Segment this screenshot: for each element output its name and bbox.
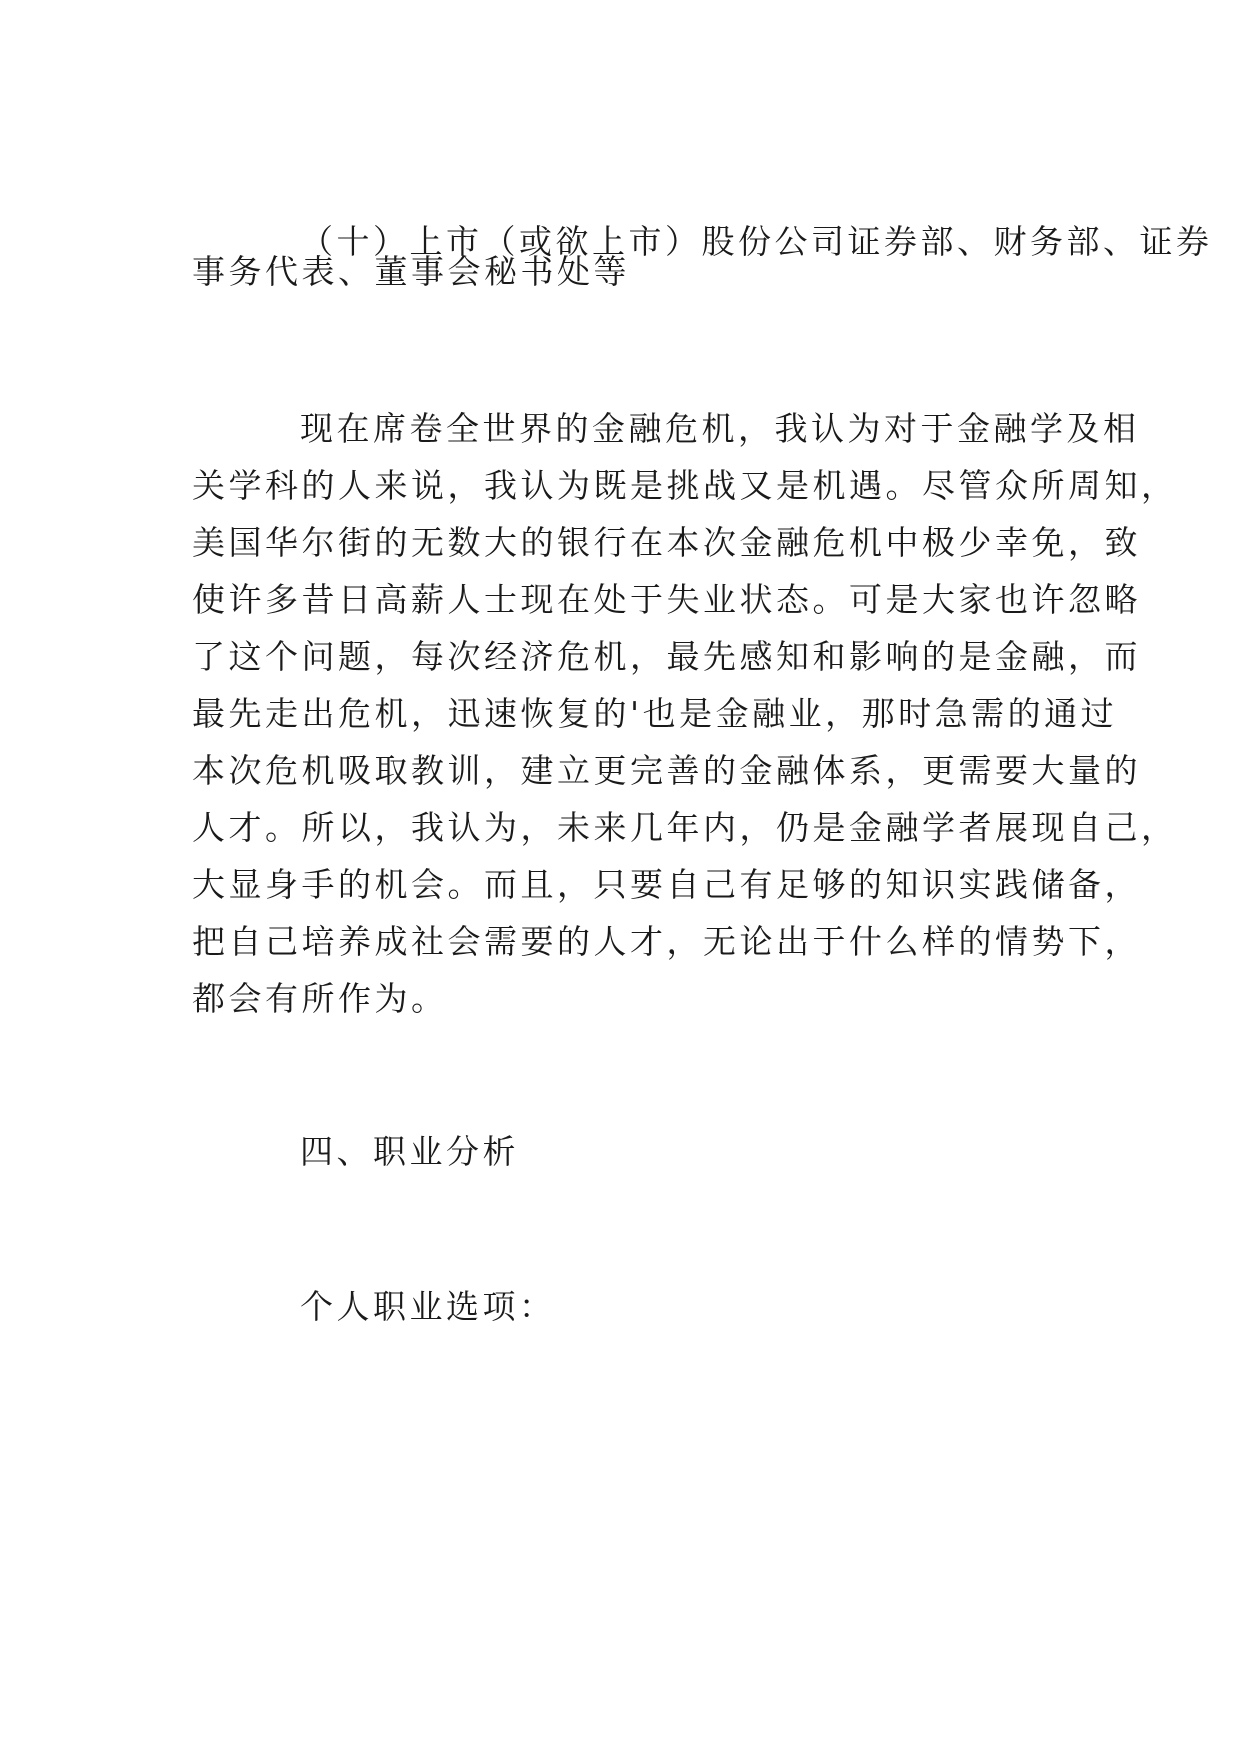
section-ten-heading-line-2: 事务代表、董事会秘书处等 (192, 252, 630, 291)
personal-options-label: 个人职业选项： (300, 1287, 556, 1326)
paragraph-line: 使许多昔日高薪人士现在处于失业状态。可是大家也许忽略 (192, 580, 1141, 619)
paragraph-line: 大显身手的机会。而且，只要自己有足够的知识实践储备， (192, 865, 1141, 904)
paragraph-line: 关学科的人来说，我认为既是挑战又是机遇。尽管众所周知， (192, 466, 1178, 505)
section-ten-heading-line-1: （十）上市（或欲上市）股份公司证券部、财务部、证券 (300, 222, 1213, 261)
paragraph-line: 本次危机吸取教训，建立更完善的金融体系，更需要大量的 (192, 751, 1141, 790)
paragraph-line: 人才。所以，我认为，未来几年内，仍是金融学者展现自己， (192, 808, 1178, 847)
paragraph-line: 把自己培养成社会需要的人才，无论出于什么样的情势下， (192, 922, 1141, 961)
paragraph-line: 现在席卷全世界的金融危机，我认为对于金融学及相 (300, 409, 1140, 448)
paragraph-line: 了这个问题，每次经济危机，最先感知和影响的是金融，而 (192, 637, 1141, 676)
paragraph-line: 最先走出危机，迅速恢复的'也是金融业，那时急需的通过 (192, 694, 1118, 733)
paragraph-line: 都会有所作为。 (192, 979, 448, 1018)
paragraph-line: 美国华尔街的无数大的银行在本次金融危机中极少幸免，致 (192, 523, 1141, 562)
section-four-heading: 四、职业分析 (300, 1132, 519, 1171)
